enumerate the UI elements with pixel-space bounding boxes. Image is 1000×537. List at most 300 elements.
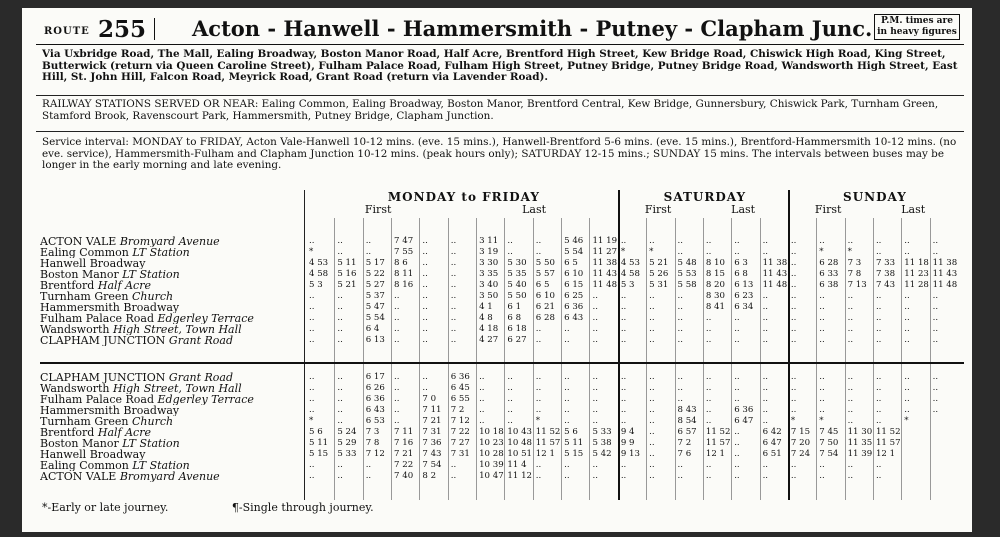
time-cell: .. bbox=[620, 302, 627, 312]
time-cell: 4 58 bbox=[620, 269, 640, 279]
stop-label: Hammersmith Broadway bbox=[40, 405, 180, 416]
time-cell: .. bbox=[535, 394, 542, 404]
time-cell: 7 33 bbox=[875, 258, 896, 268]
time-cell: .. bbox=[564, 372, 570, 382]
time-cell: 6 5 bbox=[535, 280, 550, 290]
section-divider bbox=[40, 362, 964, 364]
time-cell: 7 45 bbox=[819, 427, 839, 437]
time-cell: .. bbox=[592, 460, 598, 470]
time-cell: * bbox=[847, 247, 852, 257]
time-cell: .. bbox=[762, 236, 769, 246]
stop-name bbox=[40, 394, 290, 405]
time-cell: .. bbox=[875, 383, 882, 393]
stop-location: LT Station bbox=[132, 247, 190, 258]
time-cell: .. bbox=[932, 236, 939, 246]
time-cell: 5 47 bbox=[365, 302, 385, 312]
stop-label: Hanwell Broadway bbox=[40, 449, 146, 460]
time-cell: .. bbox=[394, 372, 400, 382]
stop-location: Bromyard Avenue bbox=[119, 471, 220, 482]
time-cell: .. bbox=[309, 383, 315, 393]
time-cell: 6 36 bbox=[564, 302, 584, 312]
time-cell: .. bbox=[734, 383, 740, 393]
time-cell: .. bbox=[535, 471, 542, 481]
column-rule bbox=[476, 218, 477, 500]
time-cell: 3 50 bbox=[479, 291, 499, 301]
time-cell: .. bbox=[564, 324, 570, 334]
time-cell: .. bbox=[564, 335, 570, 345]
time-cell: .. bbox=[762, 416, 769, 426]
time-cell: .. bbox=[422, 247, 428, 257]
time-cell: 5 31 bbox=[649, 280, 669, 290]
time-cell: .. bbox=[734, 471, 740, 481]
time-cell: .. bbox=[394, 313, 400, 323]
time-cell: .. bbox=[337, 416, 343, 426]
time-cell: .. bbox=[450, 313, 457, 323]
time-cell: 9 9 bbox=[620, 438, 635, 448]
time-cell: 8 6 bbox=[394, 258, 408, 268]
stop-location: Grant Road bbox=[168, 372, 234, 383]
stop-label: Turnham Green bbox=[40, 291, 129, 302]
time-cell: 5 6 bbox=[564, 427, 578, 437]
stop-name bbox=[40, 460, 290, 471]
time-cell: .. bbox=[564, 394, 570, 404]
time-cell: 6 47 bbox=[762, 438, 782, 448]
time-cell: .. bbox=[819, 460, 825, 470]
time-cell: 6 25 bbox=[564, 291, 584, 301]
timetable bbox=[40, 190, 964, 500]
stop-name bbox=[40, 416, 290, 427]
time-cell: 8 2 bbox=[422, 471, 437, 481]
time-cell: .. bbox=[677, 335, 683, 345]
time-cell: .. bbox=[422, 280, 428, 290]
time-cell: 6 43 bbox=[365, 405, 385, 415]
time-cell: .. bbox=[394, 394, 400, 404]
time-cell: .. bbox=[535, 335, 542, 345]
route-title: Acton - Hanwell - Hammersmith - Putney - Clapham Junc. bbox=[192, 16, 873, 41]
time-cell: .. bbox=[649, 416, 655, 426]
time-cell: .. bbox=[365, 471, 372, 481]
time-cell: 11 43 bbox=[762, 269, 788, 279]
time-cell: .. bbox=[762, 247, 769, 257]
time-cell: .. bbox=[365, 236, 372, 246]
time-cell: .. bbox=[847, 324, 854, 334]
time-cell: .. bbox=[932, 394, 939, 404]
time-cell: 5 26 bbox=[649, 269, 669, 279]
time-cell: .. bbox=[819, 372, 825, 382]
time-cell: 7 21 bbox=[422, 416, 442, 426]
column-rule bbox=[561, 218, 562, 500]
time-cell: .. bbox=[365, 247, 372, 257]
time-cell: .. bbox=[592, 335, 598, 345]
time-cell: .. bbox=[790, 394, 797, 404]
time-cell: .. bbox=[422, 372, 428, 382]
stop-location: LT Station bbox=[122, 438, 180, 449]
column-rule bbox=[304, 190, 305, 500]
time-cell: .. bbox=[564, 383, 570, 393]
time-cell: 7 24 bbox=[790, 449, 811, 459]
time-cell: .. bbox=[337, 335, 343, 345]
time-cell: .. bbox=[932, 372, 939, 382]
footnotes bbox=[42, 501, 434, 514]
time-cell: * bbox=[904, 416, 909, 426]
time-cell: 6 45 bbox=[450, 383, 470, 393]
time-cell: 7 11 bbox=[394, 427, 414, 437]
time-cell: .. bbox=[309, 335, 315, 345]
stop-name bbox=[40, 324, 290, 335]
time-cell: .. bbox=[507, 405, 513, 415]
time-cell: 7 0 bbox=[422, 394, 437, 404]
time-cell: 10 47 bbox=[479, 471, 504, 481]
time-cell: .. bbox=[847, 471, 854, 481]
stop-label: Turnham Green bbox=[40, 416, 129, 427]
time-cell: .. bbox=[875, 405, 882, 415]
time-cell: 5 24 bbox=[337, 427, 357, 437]
time-cell: .. bbox=[649, 324, 655, 334]
time-cell: 5 21 bbox=[649, 258, 669, 268]
time-cell: 5 33 bbox=[592, 427, 612, 437]
column-rule bbox=[504, 218, 505, 500]
time-cell: .. bbox=[365, 460, 372, 470]
time-cell: .. bbox=[875, 324, 882, 334]
time-cell: .. bbox=[592, 471, 598, 481]
time-cell: 5 38 bbox=[592, 438, 612, 448]
stop-name bbox=[40, 302, 290, 313]
time-cell: 6 36 bbox=[450, 372, 470, 382]
time-cell: 7 8 bbox=[847, 269, 862, 279]
time-cell: 12 1 bbox=[875, 449, 896, 459]
time-cell: 11 52 bbox=[705, 427, 731, 437]
time-cell: .. bbox=[620, 313, 627, 323]
time-cell: 6 47 bbox=[734, 416, 754, 426]
time-cell: .. bbox=[422, 335, 428, 345]
group-rule bbox=[618, 190, 620, 500]
stop-label: Hanwell Broadway bbox=[40, 258, 146, 269]
time-cell: 7 16 bbox=[394, 438, 414, 448]
time-cell: .. bbox=[337, 405, 343, 415]
time-cell: .. bbox=[422, 324, 428, 334]
time-cell: .. bbox=[790, 302, 797, 312]
time-cell: 6 23 bbox=[734, 291, 754, 301]
time-cell: .. bbox=[904, 324, 910, 334]
time-cell: .. bbox=[592, 291, 598, 301]
time-cell: .. bbox=[535, 405, 542, 415]
time-cell: 6 4 bbox=[365, 324, 380, 334]
column-rule bbox=[873, 218, 874, 500]
time-cell: .. bbox=[762, 291, 769, 301]
time-cell: .. bbox=[649, 449, 655, 459]
column-rule bbox=[646, 218, 647, 500]
time-cell: 8 30 bbox=[705, 291, 725, 301]
stop-name bbox=[40, 236, 290, 247]
time-cell: 5 17 bbox=[365, 258, 385, 268]
day-group-heading: MONDAY to FRIDAY bbox=[387, 190, 540, 204]
stop-label: Boston Manor bbox=[40, 438, 119, 449]
column-rule bbox=[731, 218, 732, 500]
time-cell: .. bbox=[649, 438, 655, 448]
time-cell: * bbox=[790, 416, 796, 426]
stop-location: Bromyard Avenue bbox=[119, 236, 220, 247]
time-cell: 11 18 bbox=[904, 258, 929, 268]
time-cell: 11 38 bbox=[932, 258, 958, 268]
time-cell: .. bbox=[394, 405, 400, 415]
time-cell: .. bbox=[309, 471, 315, 481]
time-cell: .. bbox=[734, 324, 740, 334]
time-cell: .. bbox=[734, 313, 740, 323]
time-cell: .. bbox=[904, 372, 910, 382]
time-cell: .. bbox=[394, 416, 400, 426]
time-cell: .. bbox=[450, 291, 457, 301]
stop-label: ACTON VALE bbox=[40, 236, 117, 247]
time-cell: .. bbox=[507, 236, 513, 246]
time-cell: .. bbox=[705, 313, 712, 323]
time-cell: 10 39 bbox=[479, 460, 504, 470]
time-cell: 8 16 bbox=[394, 280, 414, 290]
time-cell: .. bbox=[649, 302, 655, 312]
time-cell: .. bbox=[450, 247, 457, 257]
time-cell: .. bbox=[564, 416, 570, 426]
time-cell: * bbox=[309, 416, 314, 426]
time-cell: .. bbox=[790, 280, 797, 290]
divider bbox=[36, 95, 964, 96]
time-cell: 10 51 bbox=[507, 449, 533, 459]
time-cell: .. bbox=[337, 471, 343, 481]
route-label: ROUTE bbox=[44, 26, 90, 37]
time-cell: 5 33 bbox=[337, 449, 357, 459]
time-cell: 5 15 bbox=[564, 449, 584, 459]
service-interval: Service interval: MONDAY to FRIDAY, Acton Vale-Hanwell 10-12 mins. (eve. 15 mins.), Hanwell-Brentford 5-6 mins. (eve. 15 mins.), Brentford-Hammersmith 10-12 mins. (no eve. service), Hammersmith-Fulham and Clapham Junction 10-12 mins. (peak hours only); SATURDAY 12-15 mins.; SUNDAY 15 mins. The intervals between buses may be longer in the early morning and late evening. bbox=[42, 136, 957, 171]
stop-name bbox=[40, 291, 290, 302]
stop-name bbox=[40, 247, 290, 258]
time-cell: .. bbox=[309, 291, 315, 301]
time-cell: .. bbox=[337, 291, 343, 301]
time-cell: 5 6 bbox=[309, 427, 323, 437]
time-cell: .. bbox=[450, 269, 457, 279]
time-cell: 6 42 bbox=[762, 427, 782, 437]
time-cell: .. bbox=[762, 324, 769, 334]
time-cell: .. bbox=[875, 471, 882, 481]
time-cell: .. bbox=[819, 302, 825, 312]
stop-name bbox=[40, 280, 290, 291]
time-cell: 6 38 bbox=[819, 280, 839, 290]
time-cell: 5 53 bbox=[677, 269, 697, 279]
time-cell: .. bbox=[649, 383, 655, 393]
stop-label: Fulham Palace Road bbox=[40, 394, 155, 405]
time-cell: .. bbox=[507, 394, 513, 404]
through-journey-note: ¶-Single through journey. bbox=[231, 501, 374, 514]
time-cell: 8 11 bbox=[394, 269, 414, 279]
time-cell: .. bbox=[535, 236, 542, 246]
time-cell: 6 53 bbox=[365, 416, 385, 426]
time-cell: .. bbox=[790, 471, 797, 481]
stop-label: ACTON VALE bbox=[40, 471, 117, 482]
time-cell: .. bbox=[790, 372, 797, 382]
time-cell: 3 35 bbox=[479, 269, 499, 279]
time-cell: .. bbox=[394, 383, 400, 393]
column-rule bbox=[930, 218, 931, 500]
time-cell: .. bbox=[677, 394, 683, 404]
time-cell: .. bbox=[535, 372, 542, 382]
time-cell: .. bbox=[309, 405, 315, 415]
time-cell: .. bbox=[649, 471, 655, 481]
time-cell: 11 57 bbox=[875, 438, 901, 448]
time-cell: 7 20 bbox=[790, 438, 811, 448]
time-cell: 11 38 bbox=[762, 258, 788, 268]
time-cell: .. bbox=[932, 302, 939, 312]
time-cell: .. bbox=[620, 383, 627, 393]
time-cell: .. bbox=[620, 405, 627, 415]
time-cell: 10 48 bbox=[507, 438, 533, 448]
early-late-note: *-Early or late journey. bbox=[42, 501, 169, 514]
time-cell: 4 18 bbox=[479, 324, 499, 334]
time-cell: 10 43 bbox=[507, 427, 533, 437]
time-cell: .. bbox=[592, 372, 598, 382]
time-cell: .. bbox=[479, 405, 485, 415]
stop-label: Wandsworth bbox=[40, 383, 110, 394]
time-cell: .. bbox=[705, 394, 712, 404]
time-cell: 8 20 bbox=[705, 280, 725, 290]
time-cell: .. bbox=[705, 405, 712, 415]
time-cell: 6 57 bbox=[677, 427, 697, 437]
time-cell: .. bbox=[734, 247, 740, 257]
time-cell: .. bbox=[875, 335, 882, 345]
time-cell: .. bbox=[535, 247, 542, 257]
time-cell: 7 43 bbox=[875, 280, 896, 290]
time-cell: 4 8 bbox=[479, 313, 493, 323]
time-cell: .. bbox=[705, 383, 712, 393]
time-cell: 11 48 bbox=[932, 280, 958, 290]
time-cell: 11 52 bbox=[535, 427, 561, 437]
time-cell: .. bbox=[394, 291, 400, 301]
time-cell: .. bbox=[649, 291, 655, 301]
time-cell: 6 26 bbox=[365, 383, 385, 393]
stop-location: Edgerley Terrace bbox=[157, 394, 254, 405]
time-cell: 6 15 bbox=[564, 280, 584, 290]
time-cell: .. bbox=[507, 416, 513, 426]
route-number: 255 bbox=[98, 16, 147, 43]
time-cell: .. bbox=[705, 372, 712, 382]
time-cell: .. bbox=[790, 269, 797, 279]
time-cell: .. bbox=[564, 471, 570, 481]
time-cell: .. bbox=[450, 460, 457, 470]
time-cell: 7 15 bbox=[790, 427, 811, 437]
stop-name bbox=[40, 372, 290, 383]
time-cell: .. bbox=[790, 335, 797, 345]
time-cell: .. bbox=[677, 383, 683, 393]
time-cell: 11 27 bbox=[592, 247, 618, 257]
time-cell: 5 16 bbox=[337, 269, 357, 279]
time-cell: .. bbox=[705, 460, 712, 470]
time-cell: 5 3 bbox=[620, 280, 635, 290]
time-cell: .. bbox=[422, 383, 428, 393]
time-cell: 7 43 bbox=[422, 449, 442, 459]
time-cell: .. bbox=[819, 335, 825, 345]
stop-name bbox=[40, 471, 290, 482]
time-cell: .. bbox=[677, 313, 683, 323]
time-cell: .. bbox=[847, 394, 854, 404]
time-cell: .. bbox=[535, 324, 542, 334]
time-cell: .. bbox=[904, 302, 910, 312]
time-cell: .. bbox=[734, 449, 740, 459]
time-cell: .. bbox=[819, 313, 825, 323]
time-cell: * bbox=[309, 247, 314, 257]
stop-label: Ealing Common bbox=[40, 460, 129, 471]
stop-label: Brentford bbox=[40, 427, 95, 438]
pm-note: P.M. times are in heavy figures bbox=[874, 14, 960, 40]
time-cell: 3 19 bbox=[479, 247, 499, 257]
time-cell: 11 35 bbox=[847, 438, 873, 448]
time-cell: 7 54 bbox=[819, 449, 839, 459]
via-description: Via Uxbridge Road, The Mall, Ealing Broadway, Boston Manor Road, Half Acre, Brentford High Street, Kew Bridge Road, Chiswick High Road, King Street, Butterwick (return via Queen Caroline Street), Fulham Palace Road, Fulham High Street, Putney Bridge, Putney Bridge Road, Wandsworth High Street, East Hill, St. John Hill, Falcon Road, Meyrick Road, Grant Road (return via Lavender Road). bbox=[42, 48, 958, 83]
time-cell: .. bbox=[677, 471, 683, 481]
time-cell: 6 5 bbox=[564, 258, 578, 268]
time-cell: .. bbox=[309, 372, 315, 382]
time-cell: .. bbox=[337, 247, 343, 257]
time-cell: .. bbox=[592, 313, 598, 323]
column-rule bbox=[816, 218, 817, 500]
time-cell: 3 11 bbox=[479, 236, 499, 246]
time-cell: .. bbox=[847, 313, 854, 323]
time-cell: .. bbox=[309, 460, 315, 470]
time-cell: .. bbox=[790, 405, 797, 415]
stop-label: CLAPHAM JUNCTION bbox=[40, 372, 166, 383]
time-cell: .. bbox=[450, 324, 457, 334]
time-cell: .. bbox=[592, 394, 598, 404]
time-cell: 5 37 bbox=[365, 291, 385, 301]
time-cell: * bbox=[649, 247, 654, 257]
time-cell: .. bbox=[819, 471, 825, 481]
time-cell: .. bbox=[762, 394, 769, 404]
time-cell: 5 15 bbox=[309, 449, 329, 459]
time-cell: 6 36 bbox=[734, 405, 754, 415]
time-cell: 5 48 bbox=[677, 258, 697, 268]
time-cell: .. bbox=[479, 394, 485, 404]
time-cell: .. bbox=[904, 335, 910, 345]
time-cell: 11 48 bbox=[592, 280, 618, 290]
time-cell: .. bbox=[479, 383, 485, 393]
time-cell: .. bbox=[790, 313, 797, 323]
time-cell: 5 42 bbox=[592, 449, 612, 459]
time-cell: .. bbox=[450, 280, 457, 290]
first-heading: First bbox=[364, 203, 392, 216]
time-cell: .. bbox=[677, 460, 683, 470]
time-cell: .. bbox=[705, 335, 712, 345]
time-cell: 4 53 bbox=[309, 258, 329, 268]
time-cell: 11 28 bbox=[904, 280, 929, 290]
time-cell: 10 23 bbox=[479, 438, 504, 448]
time-cell: .. bbox=[904, 247, 910, 257]
stop-name bbox=[40, 383, 290, 394]
time-cell: .. bbox=[337, 313, 343, 323]
time-cell: 5 27 bbox=[365, 280, 385, 290]
time-cell: .. bbox=[705, 247, 712, 257]
stop-name bbox=[40, 438, 290, 449]
stop-name bbox=[40, 449, 290, 460]
stop-location: LT Station bbox=[122, 269, 180, 280]
time-cell: .. bbox=[847, 236, 854, 246]
time-cell: .. bbox=[649, 335, 655, 345]
column-rule bbox=[448, 218, 449, 500]
time-cell: 11 48 bbox=[762, 280, 788, 290]
time-cell: .. bbox=[904, 394, 910, 404]
stop-location: LT Station bbox=[132, 460, 190, 471]
time-cell: .. bbox=[649, 405, 655, 415]
time-cell: 6 51 bbox=[762, 449, 782, 459]
time-cell: .. bbox=[677, 236, 683, 246]
time-cell: .. bbox=[762, 405, 769, 415]
time-cell: .. bbox=[734, 394, 740, 404]
time-cell: 6 43 bbox=[564, 313, 584, 323]
time-cell: .. bbox=[790, 291, 797, 301]
